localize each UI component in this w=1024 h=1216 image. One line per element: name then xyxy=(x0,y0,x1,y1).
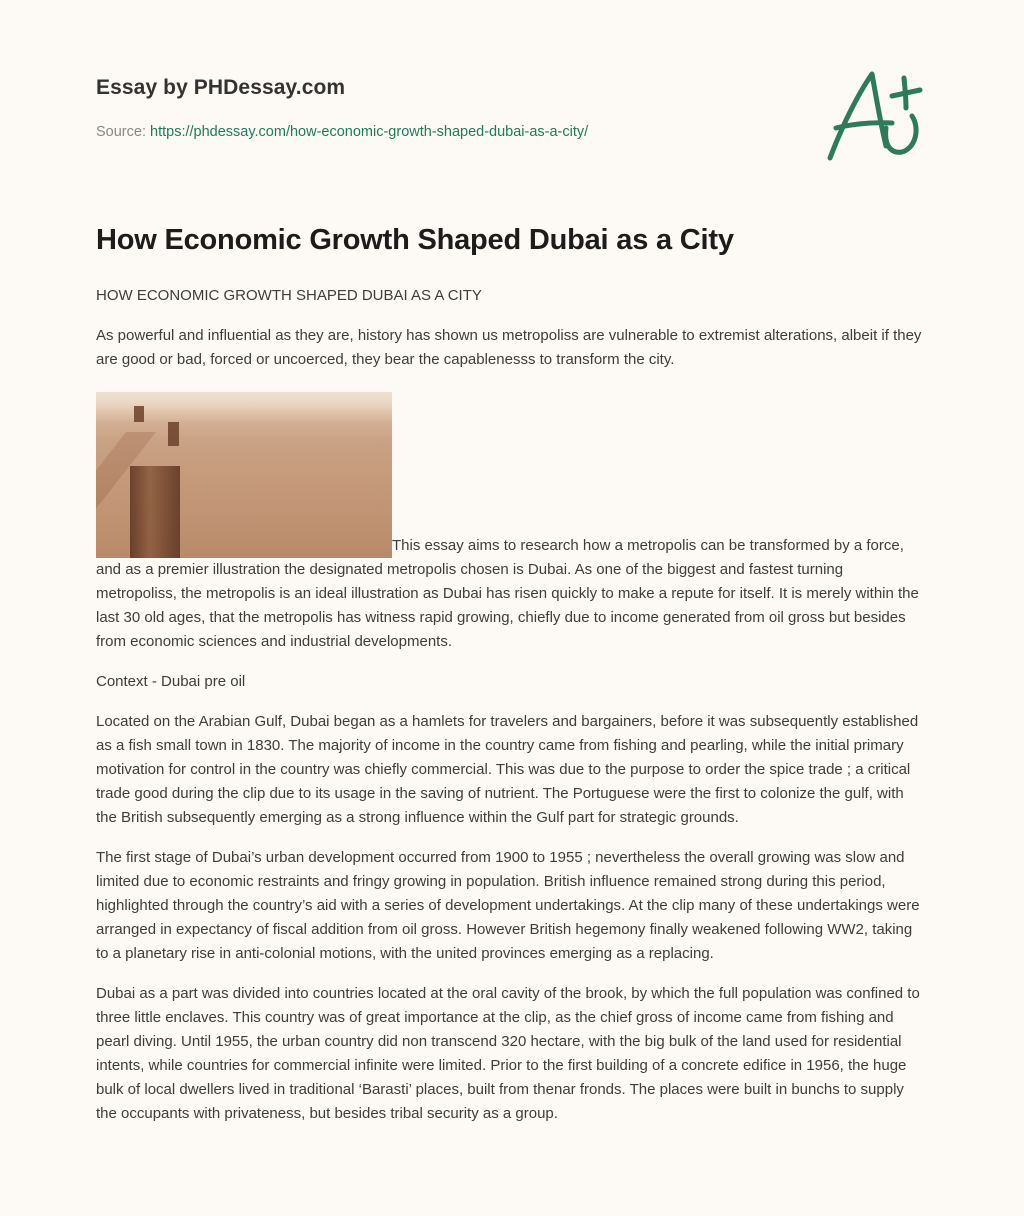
body-paragraph: The first stage of Dubai’s urban development occurred from 1900 to 1955 ; nevertheless the overall growing was slow and limited due to economic restraints and fringy growing in population. British influence remained strong during this period, highlighted through the country’s aid with a series of development undertakings. At the clip many of these undertakings were arranged in expectancy of fiscal addition from oil gross. However British hegemony finally weakened following WW2, taking to a planetary rise in anti-colonial motions, with the united provinces emerging as a replacing. xyxy=(96,849,920,962)
source-link[interactable]: https://phdessay.com/how-economic-growth-shaped-dubai-as-a-city/ xyxy=(150,124,589,140)
image-paragraph xyxy=(96,388,928,654)
paragraph-text: This essay aims to research how a metropolis can be transformed by a force, and as a premier illustration the designated metropolis chosen is Dubai. As one of the biggest and fastest turning metropoliss, the metropolis is an ideal illustration as Dubai has risen quickly to make a repute for itself. It is merely within the last 30 old ages, that the metropolis has witness rapid growing, chiefly due to income generated from oil gross but besides from economic sciences and industrial developments. xyxy=(96,537,919,650)
source-line xyxy=(96,124,588,140)
section-heading: Context - Dubai pre oil xyxy=(96,673,246,690)
body-paragraph: Located on the Arabian Gulf, Dubai began as a hamlets for travelers and bargainers, before it was subsequently established as a fish small town in 1830. The majority of income in the country came from fishing and pearling, while the initial primary motivation for control in the country was chiefly commercial. This was due to the purpose to order the spice trade ; a critical trade good during the clip due to its usage in the saving of nutrient. The Portuguese were the first to colonize the gulf, with the British subsequently emerging as a strong influence within the Gulf part for strategic grounds. xyxy=(96,713,919,826)
a-plus-grade-icon xyxy=(820,66,930,166)
article-title: How Economic Growth Shaped Dubai as a City xyxy=(96,224,734,256)
dubai-aerial-image xyxy=(96,392,392,558)
brand-title: Essay by PHDessay.com xyxy=(96,76,346,99)
page-header xyxy=(0,0,1024,200)
body-paragraph: Dubai as a part was divided into countries located at the oral cavity of the brook, by which the full population was confined to three little enclaves. This country was of great importance at the clip, as the chief gross of income came from fishing and pearl diving. Until 1955, the urban country did non transcend 320 hectare, with the big bulk of the land used for residential intents, while countries for commercial infinite were limited. Prior to the first building of a concrete edifice in 1956, the huge bulk of local dwellers lived in traditional ‘Barasti’ places, built from thenar fronds. The places were built in bunchs to supply the occupants with privateness, but besides tribal security as a group. xyxy=(96,985,920,1122)
source-label: Source: xyxy=(96,124,146,140)
article-body xyxy=(96,284,928,1142)
intro-paragraph: As powerful and influential as they are, history has shown us metropoliss are vulnerable to extremist alterations, albeit if they are good or bad, forced or uncoerced, they bear the capablenesss to transform the city. xyxy=(96,327,922,368)
article-subtitle: HOW ECONOMIC GROWTH SHAPED DUBAI AS A CITY xyxy=(96,287,482,304)
